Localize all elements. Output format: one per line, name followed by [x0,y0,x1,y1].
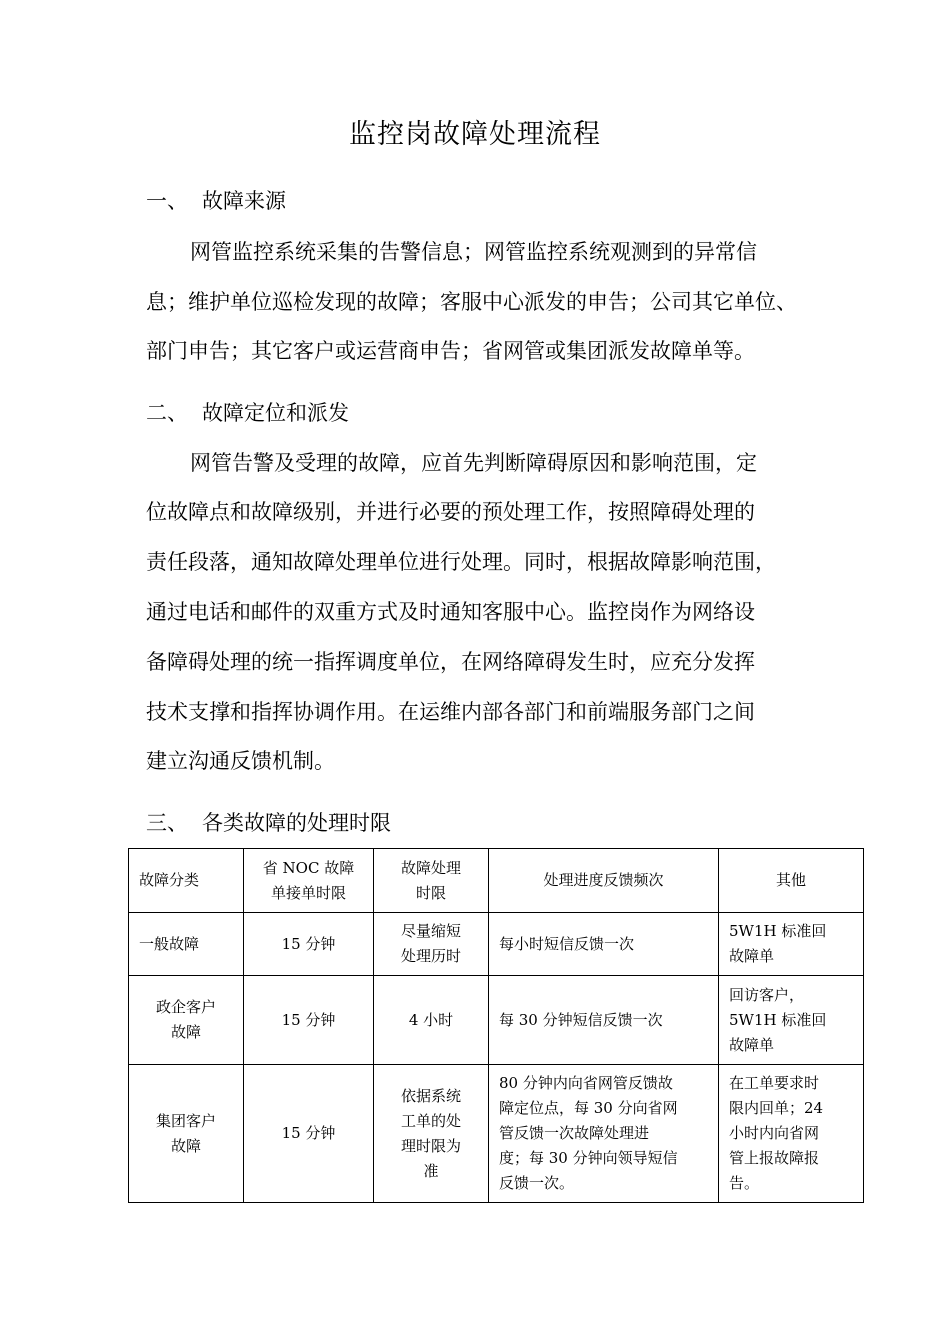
section-heading-2 [146,397,349,427]
paragraph-line: 责任段落，通知故障处理单位进行处理。同时，根据故障影响范围， [146,550,776,574]
paragraph-line: 部门申告；其它客户或运营商申告；省网管或集团派发故障单等。 [146,339,755,363]
table-cell [489,976,719,1065]
header-text: 处理进度反馈频次 [543,871,664,889]
header-text: 省 NOC 故障 单接单时限 [262,858,355,902]
cell-text: 尽量缩短 处理历时 [400,922,461,965]
paragraph-line: 通过电话和邮件的双重方式及时通知客服中心。监控岗作为网络设 [146,600,755,624]
table-cell [719,913,864,976]
cell-text: 5W1H 标准回 故障单 [729,922,827,965]
header-cell [719,849,864,913]
paragraph-line: 位故障点和故障级别，并进行必要的预处理工作，按照障碍处理的 [146,500,755,524]
header-text: 故障分类 [139,871,200,889]
cell-text: 一般故障 [139,934,200,953]
table-row [129,1065,864,1203]
cell-text: 依据系统 工单的处 理时限为 准 [400,1086,461,1180]
paragraph-line: 建立沟通反馈机制。 [146,749,335,773]
paragraph-line: 息；维护单位巡检发现的故障；客服中心派发的申告；公司其它单位、 [146,290,797,314]
cell-text: 4 小时 [408,1010,454,1029]
table-cell [374,1065,489,1203]
header-text: 其他 [775,871,806,889]
header-cell [129,849,244,913]
table-cell [129,976,244,1065]
section-heading-3 [146,807,391,837]
paragraph-line: 备障碍处理的统一指挥调度单位，在网络障碍发生时，应充分发挥 [146,650,755,674]
table-cell [489,913,719,976]
fault-time-limit-table [128,848,864,1203]
cell-text: 政企客户 故障 [155,998,216,1041]
cell-text: 80 分钟内向省网管反馈故 障定位点，每 30 分向省网 管反馈一次故障处理进 度；每 30 分钟向领导短信 反馈一次。 [499,1074,678,1192]
table-row [129,976,864,1065]
cell-text: 15 分钟 [281,1124,336,1142]
cell-text: 每 30 分钟短信反馈一次 [499,1010,663,1029]
table-cell [719,976,864,1065]
section-heading-1 [146,185,286,215]
cell-text: 每小时短信反馈一次 [499,934,635,953]
cell-text: 在工单要求时 限内回单；24 小时内向省网 管上报故障报 告。 [729,1074,824,1192]
cell-text: 15 分钟 [281,934,336,953]
table-cell [244,1065,374,1203]
header-text: 故障处理 时限 [400,858,461,902]
paragraph-line: 技术支撑和指挥协调作用。在运维内部各部门和前端服务部门之间 [146,700,755,724]
cell-text: 集团客户 故障 [155,1111,216,1155]
page-title: 监控岗故障处理流程 [349,119,601,150]
header-cell [244,849,374,913]
table-cell [244,976,374,1065]
table-header-row [129,849,864,913]
table-cell [244,913,374,976]
paragraph-line: 网管告警及受理的故障，应首先判断障碍原因和影响范围，定 [190,451,757,475]
header-cell [374,849,489,913]
table-row [129,913,864,976]
table-cell [374,913,489,976]
section-number: 三、 [146,811,188,835]
section-title: 故障定位和派发 [202,401,349,425]
section-number: 一、 [146,189,188,213]
paragraph-line: 网管监控系统采集的告警信息；网管监控系统观测到的异常信 [190,240,757,264]
section-number: 二、 [146,401,188,425]
header-cell [489,849,719,913]
section-title: 各类故障的处理时限 [202,811,391,835]
table-cell [489,1065,719,1203]
cell-text: 回访客户， 5W1H 标准回 故障单 [729,985,827,1054]
section-title: 故障来源 [202,189,286,213]
cell-text: 15 分钟 [281,1010,336,1029]
table-cell [129,913,244,976]
table-cell [719,1065,864,1203]
table-cell [129,1065,244,1203]
table-cell [374,976,489,1065]
